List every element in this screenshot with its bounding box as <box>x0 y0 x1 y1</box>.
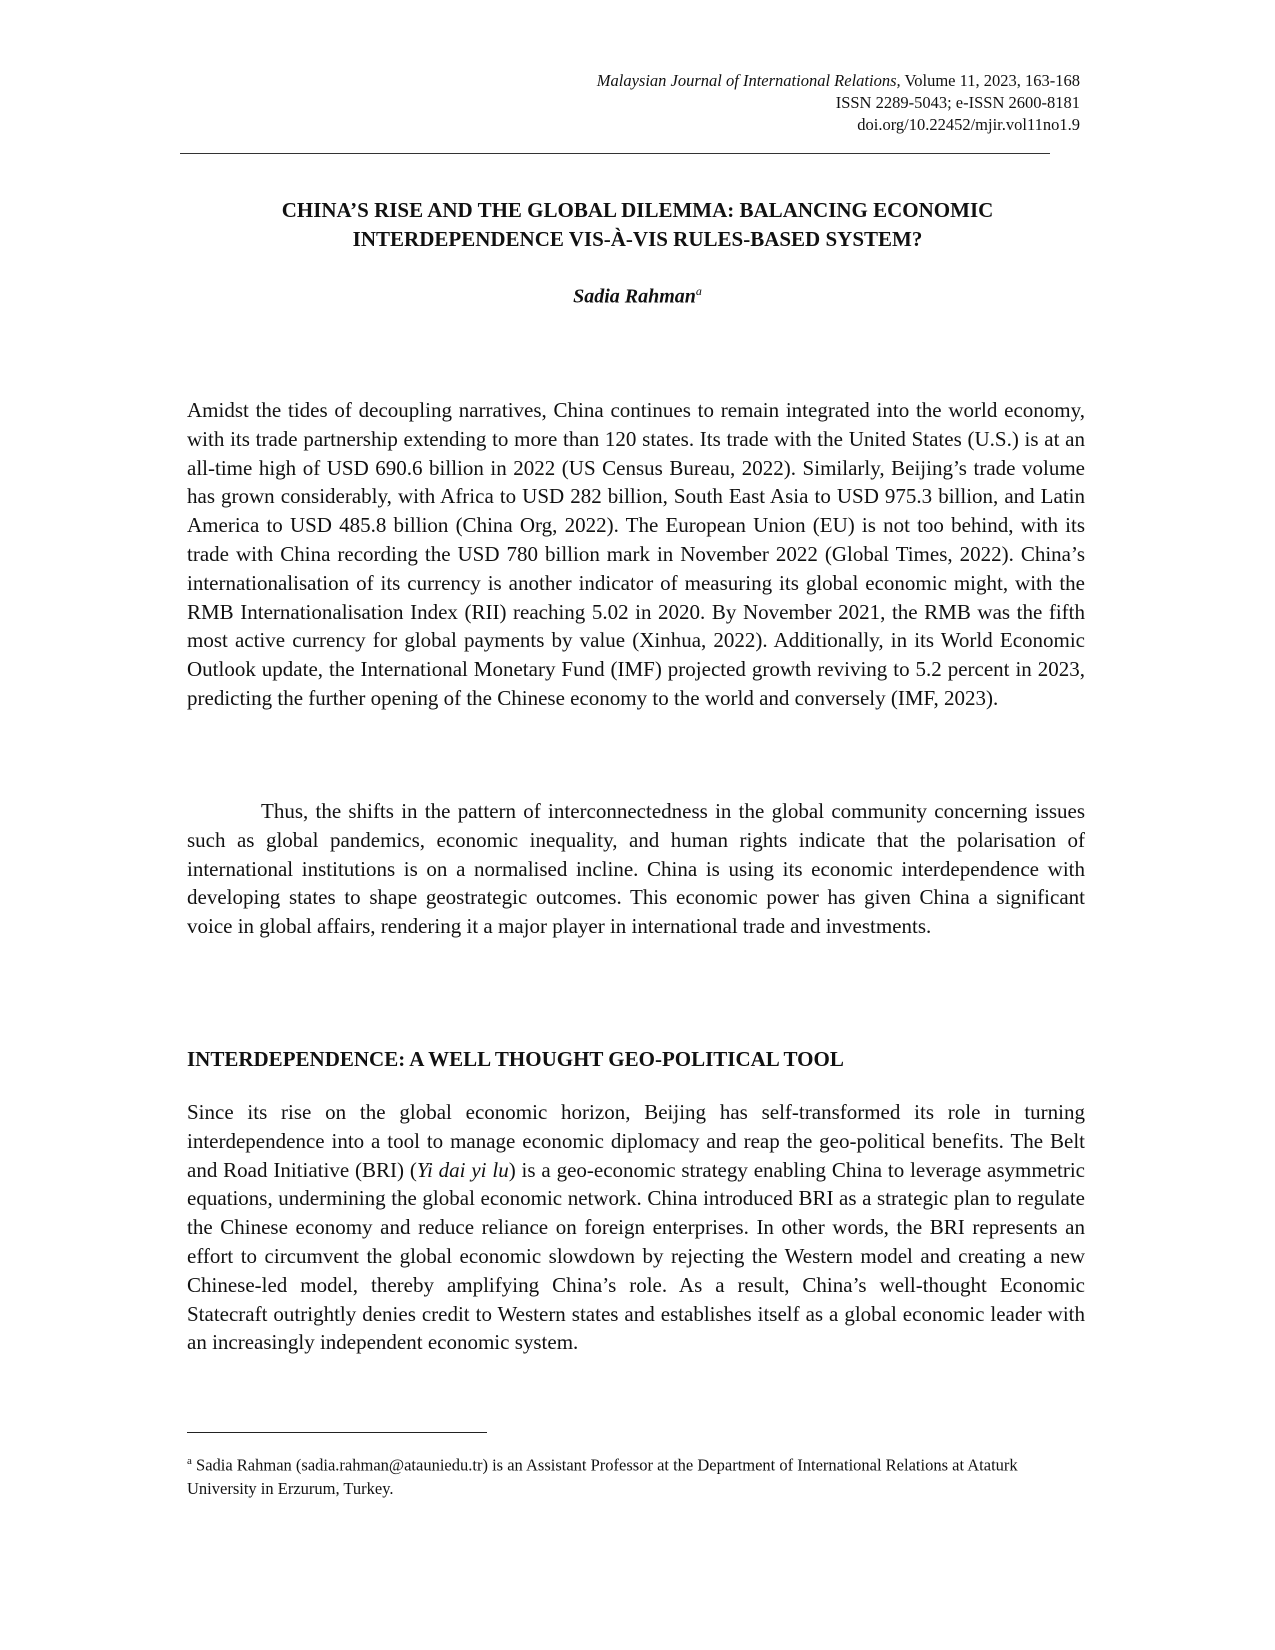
title-line-1: CHINA’S RISE AND THE GLOBAL DILEMMA: BALANCING ECONOMIC <box>281 198 994 222</box>
paragraph-3-italic-term: Yi dai yi lu <box>416 1157 509 1182</box>
issn-line: ISSN 2289-5043; e-ISSN 2600-8181 <box>835 93 1080 112</box>
paragraph-3-text-start: Since its rise on the global economic horizon, Beijing has self-transformed its role in turning interdependence into a tool to manage economic diplomacy and reap the geo-political benefits. The Belt and Road Initiative (BRI) ( <box>187 1100 1085 1182</box>
author-byline <box>180 284 1095 309</box>
author-name: Sadia Rahman <box>573 285 696 308</box>
section-heading: INTERDEPENDENCE: A WELL THOUGHT GEO-POLITICAL TOOL <box>187 1047 844 1071</box>
author-footnote-marker: a <box>695 284 702 298</box>
footnote-text: Sadia Rahman (sadia.rahman@atauniedu.tr) is an Assistant Professor at the Department of International Relations at Ataturk University in Erzurum, Turkey. <box>187 1455 1018 1498</box>
doi-line: doi.org/10.22452/mjir.vol11no1.9 <box>857 115 1080 134</box>
body-paragraph-3 <box>187 1098 1085 1357</box>
journal-citation-line <box>380 70 1080 92</box>
title-line-2: INTERDEPENDENCE VIS-À-VIS RULES-BASED SYSTEM? <box>352 227 923 251</box>
footnote-divider <box>187 1432 487 1433</box>
header-divider <box>180 153 1050 154</box>
article-title <box>180 196 1095 254</box>
footnote <box>187 1450 1067 1500</box>
volume-info: Volume 11, 2023, 163-168 <box>900 71 1080 90</box>
paragraph-3-text-end: ) is a geo-economic strategy enabling China to leverage asymmetric equations, undermining the global economic network. China introduced BRI as a strategic plan to regulate the Chinese economy and reduce reliance on foreign enterprises. In other words, the BRI represents an effort to circumvent the global economic slowdown by rejecting the Western model and creating a new Chinese-led model, thereby amplifying China’s role. As a result, China’s well-thought Economic Statecraft outrightly denies credit to Western states and establishes itself as a global economic leader with an increasingly independent economic system. <box>187 1157 1085 1355</box>
journal-name: Malaysian Journal of International Relations, <box>596 71 901 90</box>
journal-header <box>380 70 1080 136</box>
body-paragraph-1: Amidst the tides of decoupling narratives, China continues to remain integrated into the world economy, with its trade partnership extending to more than 120 states. Its trade with the United States (U.S.) is at an all-time high of USD 690.6 billion in 2022 (US Census Bureau, 2022). Similarly, Beijing’s trade volume has grown considerably, with Africa to USD 282 billion, South East Asia to USD 975.3 billion, and Latin America to USD 485.8 billion (China Org, 2022). The European Union (EU) is not too behind, with its trade with China recording the USD 780 billion mark in November 2022 (Global Times, 2022). China’s internationalisation of its currency is another indicator of measuring its global economic might, with the RMB Internationalisation Index (RII) reaching 5.02 in 2020. By November 2021, the RMB was the fifth most active currency for global payments by value (Xinhua, 2022). Additionally, in its World Economic Outlook update, the International Monetary Fund (IMF) projected growth reviving to 5.2 percent in 2023, predicting the further opening of the Chinese economy to the world and conversely (IMF, 2023). <box>187 398 1085 710</box>
footnote-marker: a <box>187 1455 192 1467</box>
body-paragraph-2: Thus, the shifts in the pattern of interconnectedness in the global community concerning issues such as global pandemics, economic inequality, and human rights indicate that the polarisation of international institutions is on a normalised incline. China is using its economic interdependence with developing states to shape geostrategic outcomes. This economic power has given China a significant voice in global affairs, rendering it a major player in international trade and investments. <box>187 799 1085 939</box>
